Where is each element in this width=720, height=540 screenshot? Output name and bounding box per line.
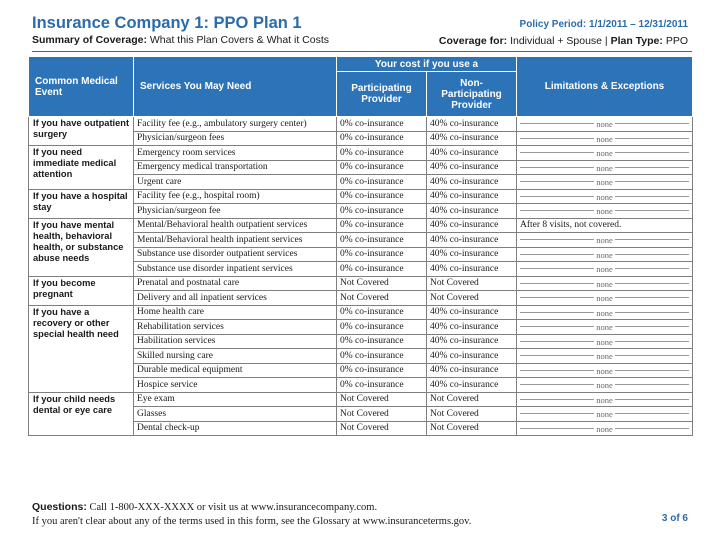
service-cell: Physician/surgeon fee [134, 204, 337, 219]
medical-event-cell: If you have mental health, behavioral health, or substance abuse needs [29, 218, 134, 276]
non-participating-cost-cell: Not Covered [427, 392, 517, 407]
limitation-cell [517, 247, 693, 262]
participating-cost-cell: 0% co-insurance [337, 117, 427, 132]
participating-cost-cell: 0% co-insurance [337, 247, 427, 262]
participating-cost-cell: 0% co-insurance [337, 160, 427, 175]
non-participating-cost-cell: 40% co-insurance [427, 218, 517, 233]
service-cell: Skilled nursing care [134, 349, 337, 364]
non-participating-cost-cell: 40% co-insurance [427, 131, 517, 146]
non-participating-cost-cell: 40% co-insurance [427, 189, 517, 204]
limitation-rule [520, 364, 689, 376]
non-participating-cost-cell: Not Covered [427, 291, 517, 306]
limitation-rule [520, 146, 689, 159]
participating-cost-cell: 0% co-insurance [337, 320, 427, 335]
limitation-cell [517, 407, 693, 422]
questions-label: Questions: [32, 501, 87, 513]
non-participating-cost-cell: 40% co-insurance [427, 175, 517, 190]
participating-cost-cell: 0% co-insurance [337, 189, 427, 204]
participating-cost-cell: 0% co-insurance [337, 305, 427, 320]
service-cell: Emergency room services [134, 146, 337, 161]
header-non-participating: Non-Participating Provider [427, 72, 517, 117]
non-participating-cost-cell: 40% co-insurance [427, 160, 517, 175]
medical-event-cell: If you have a recovery or other special health need [29, 305, 134, 392]
participating-cost-cell: 0% co-insurance [337, 175, 427, 190]
contact-text: Call 1-800-XXX-XXXX or visit us at www.insurancecompany.com. [86, 502, 378, 513]
limitation-cell [517, 160, 693, 175]
subtitle-label: Summary of Coverage: [32, 34, 147, 46]
footer-line-1 [32, 500, 692, 515]
non-participating-cost-cell: 40% co-insurance [427, 146, 517, 161]
limitation-text: none [596, 191, 613, 202]
service-cell: Mental/Behavioral health outpatient services [134, 218, 337, 233]
limitation-cell [517, 392, 693, 407]
limitation-text: none [596, 249, 613, 260]
service-cell: Home health care [134, 305, 337, 320]
table-row [29, 189, 693, 204]
document-title: Insurance Company 1: PPO Plan 1 [32, 14, 302, 32]
limitation-rule [520, 262, 689, 275]
non-participating-cost-cell: 40% co-insurance [427, 320, 517, 335]
header-limitations: Limitations & Exceptions [517, 57, 693, 117]
limitation-rule [520, 175, 689, 188]
service-cell: Substance use disorder inpatient services [134, 262, 337, 277]
limitation-text: none [596, 162, 613, 173]
header-participating: Participating Provider [337, 72, 427, 117]
non-participating-cost-cell: 40% co-insurance [427, 349, 517, 364]
table-row [29, 117, 693, 132]
limitation-cell [517, 320, 693, 335]
limitation-text: none [596, 278, 613, 289]
limitation-text: none [596, 177, 613, 188]
limitation-text: none [596, 394, 613, 405]
limitation-text: none [596, 351, 613, 362]
service-cell: Dental check-up [134, 421, 337, 436]
limitation-cell [517, 131, 693, 146]
header-divider [32, 51, 692, 52]
coverage-label: Coverage for: [438, 35, 508, 47]
limitation-text: none [596, 119, 613, 130]
limitation-text: none [596, 380, 613, 391]
service-cell: Eye exam [134, 392, 337, 407]
limitation-rule [520, 407, 689, 420]
participating-cost-cell: Not Covered [337, 276, 427, 291]
limitation-text: none [596, 235, 613, 246]
non-participating-cost-cell: 40% co-insurance [427, 363, 517, 378]
participating-cost-cell: Not Covered [337, 392, 427, 407]
limitation-cell [517, 421, 693, 436]
limitation-rule [520, 132, 689, 144]
limitation-text: none [596, 133, 613, 144]
limitation-cell [517, 363, 693, 378]
non-participating-cost-cell: 40% co-insurance [427, 233, 517, 248]
non-participating-cost-cell: Not Covered [427, 276, 517, 291]
limitation-cell [517, 189, 693, 204]
limitation-text: none [596, 336, 613, 347]
non-participating-cost-cell: 40% co-insurance [427, 247, 517, 262]
service-cell: Durable medical equipment [134, 363, 337, 378]
service-cell: Delivery and all inpatient services [134, 291, 337, 306]
limitation-rule [520, 204, 689, 217]
limitation-text: none [596, 423, 613, 434]
medical-event-cell: If you have outpatient surgery [29, 117, 134, 146]
limitation-rule [520, 277, 689, 289]
footer [32, 500, 692, 529]
coverage-info [439, 35, 688, 47]
service-cell: Mental/Behavioral health inpatient services [134, 233, 337, 248]
participating-cost-cell: 0% co-insurance [337, 349, 427, 364]
limitation-text: none [596, 293, 613, 304]
limitation-text: none [596, 307, 613, 318]
non-participating-cost-cell: 40% co-insurance [427, 262, 517, 277]
participating-cost-cell: Not Covered [337, 407, 427, 422]
non-participating-cost-cell: 40% co-insurance [427, 334, 517, 349]
participating-cost-cell: 0% co-insurance [337, 131, 427, 146]
limitation-cell: After 8 visits, not covered. [517, 218, 693, 233]
medical-event-cell: If you become pregnant [29, 276, 134, 305]
limitation-rule [520, 248, 689, 260]
participating-cost-cell: 0% co-insurance [337, 363, 427, 378]
participating-cost-cell: 0% co-insurance [337, 233, 427, 248]
non-participating-cost-cell: 40% co-insurance [427, 117, 517, 132]
limitation-rule [520, 320, 689, 333]
limitation-cell [517, 378, 693, 393]
table-row [29, 305, 693, 320]
limitation-cell [517, 291, 693, 306]
header-cost-group: Your cost if you use a [337, 57, 517, 72]
limitation-rule [520, 422, 689, 434]
policy-period: Policy Period: 1/1/2011 – 12/31/2011 [519, 19, 688, 30]
limitation-text: none [596, 264, 613, 275]
non-participating-cost-cell: 40% co-insurance [427, 378, 517, 393]
header-services: Services You May Need [134, 57, 337, 117]
table-row [29, 276, 693, 291]
limitation-text: none [596, 322, 613, 333]
limitation-rule [520, 117, 689, 130]
participating-cost-cell: 0% co-insurance [337, 204, 427, 219]
limitation-cell [517, 334, 693, 349]
document-subtitle [32, 34, 329, 46]
plan-type-value: PPO [662, 35, 688, 47]
participating-cost-cell: 0% co-insurance [337, 378, 427, 393]
plan-type-label: Plan Type: [610, 35, 663, 47]
participating-cost-cell: 0% co-insurance [337, 334, 427, 349]
limitation-rule [520, 161, 689, 173]
table-row [29, 146, 693, 161]
table-row [29, 218, 693, 233]
service-cell: Facility fee (e.g., ambulatory surgery center) [134, 117, 337, 132]
participating-cost-cell: 0% co-insurance [337, 146, 427, 161]
subtitle-text: What this Plan Covers & What it Costs [146, 34, 330, 46]
limitation-cell [517, 233, 693, 248]
coverage-table-body [29, 117, 693, 436]
limitation-cell [517, 262, 693, 277]
limitation-cell [517, 349, 693, 364]
non-participating-cost-cell: Not Covered [427, 421, 517, 436]
limitation-rule [520, 190, 689, 202]
service-cell: Hospice service [134, 378, 337, 393]
limitation-text: none [596, 148, 613, 159]
table-row [29, 392, 693, 407]
medical-event-cell: If you have a hospital stay [29, 189, 134, 218]
service-cell: Substance use disorder outpatient services [134, 247, 337, 262]
limitation-cell [517, 146, 693, 161]
participating-cost-cell: Not Covered [337, 291, 427, 306]
limitation-rule [520, 291, 689, 304]
limitation-text: none [596, 365, 613, 376]
limitation-rule [520, 349, 689, 362]
limitation-rule [520, 335, 689, 347]
footer-line-2: If you aren't clear about any of the terms used in this form, see the Glossary at www.insuranceterms.gov. [32, 516, 472, 527]
service-cell: Prenatal and postnatal care [134, 276, 337, 291]
coverage-table [28, 56, 693, 436]
limitation-rule [520, 306, 689, 318]
limitation-cell [517, 204, 693, 219]
service-cell: Facility fee (e.g., hospital room) [134, 189, 337, 204]
coverage-value: Individual + Spouse | [507, 35, 611, 47]
service-cell: Physician/surgeon fees [134, 131, 337, 146]
limitation-cell [517, 305, 693, 320]
limitation-cell [517, 175, 693, 190]
service-cell: Habilitation services [134, 334, 337, 349]
limitation-cell [517, 117, 693, 132]
header-common-medical-event: Common Medical Event [29, 57, 134, 117]
non-participating-cost-cell: 40% co-insurance [427, 305, 517, 320]
participating-cost-cell: 0% co-insurance [337, 262, 427, 277]
limitation-rule [520, 378, 689, 391]
participating-cost-cell: Not Covered [337, 421, 427, 436]
non-participating-cost-cell: 40% co-insurance [427, 204, 517, 219]
service-cell: Rehabilitation services [134, 320, 337, 335]
limitation-rule [520, 233, 689, 246]
limitation-rule [520, 393, 689, 405]
page-header [32, 14, 692, 50]
limitation-text: none [596, 409, 613, 420]
service-cell: Urgent care [134, 175, 337, 190]
page-number: 3 of 6 [661, 513, 688, 524]
medical-event-cell: If your child needs dental or eye care [29, 392, 134, 436]
medical-event-cell: If you need immediate medical attention [29, 146, 134, 190]
limitation-cell [517, 276, 693, 291]
participating-cost-cell: 0% co-insurance [337, 218, 427, 233]
service-cell: Glasses [134, 407, 337, 422]
non-participating-cost-cell: Not Covered [427, 407, 517, 422]
service-cell: Emergency medical transportation [134, 160, 337, 175]
limitation-text: none [596, 206, 613, 217]
